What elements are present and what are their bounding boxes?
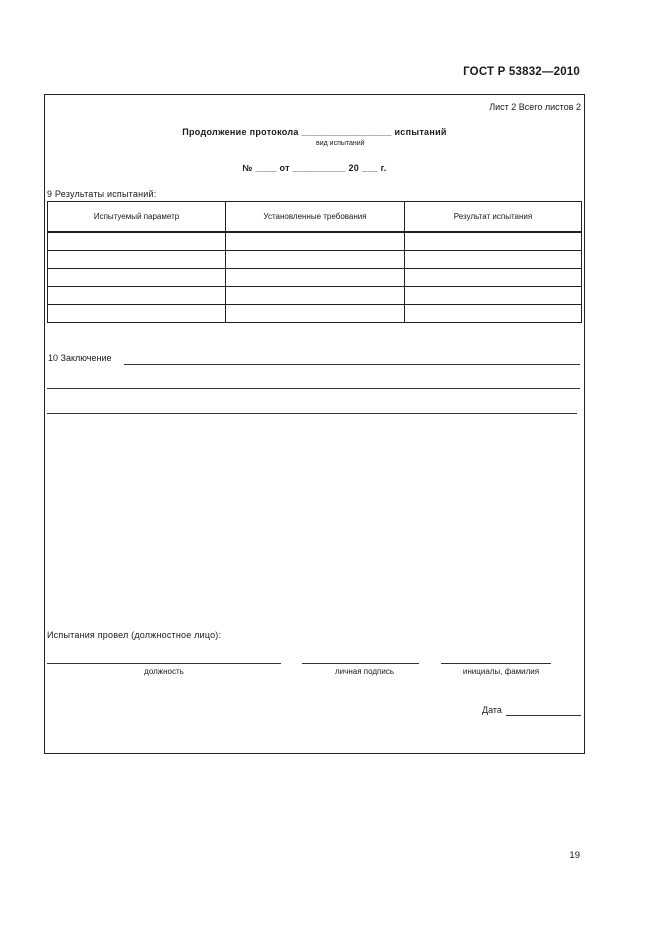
table-cell[interactable] (405, 287, 582, 305)
table-row (48, 251, 582, 269)
table-cell[interactable] (48, 232, 226, 251)
table-cell[interactable] (226, 269, 405, 287)
table-cell[interactable] (48, 305, 226, 323)
tested-by-label: Испытания провел (должностное лицо): (47, 630, 222, 640)
position-caption: должность (144, 667, 184, 676)
column-header-requirements: Установленные требования (226, 202, 405, 233)
table-cell[interactable] (48, 287, 226, 305)
protocol-title: Продолжение протокола _________________ испытаний (182, 127, 447, 137)
conclusion-line-2[interactable] (47, 388, 580, 389)
table-cell[interactable] (405, 232, 582, 251)
table-cell[interactable] (48, 269, 226, 287)
page-number: 19 (569, 850, 580, 861)
conclusion-line-3[interactable] (47, 413, 577, 414)
table-cell[interactable] (226, 251, 405, 269)
protocol-form-frame (44, 94, 585, 754)
conclusion-label: 10 Заключение (48, 353, 112, 363)
protocol-number-line: № ____ от __________ 20 ___ г. (242, 163, 387, 173)
table-cell[interactable] (405, 251, 582, 269)
table-cell[interactable] (405, 269, 582, 287)
initials-caption: инициалы, фамилия (462, 667, 540, 676)
signature-caption: личная подпись (335, 667, 394, 676)
table-cell[interactable] (226, 305, 405, 323)
results-table (47, 201, 582, 323)
results-heading: 9 Результаты испытаний: (47, 189, 157, 199)
table-row (48, 269, 582, 287)
date-label: Дата (482, 705, 502, 715)
initials-signature-line[interactable] (441, 663, 551, 664)
table-row (48, 305, 582, 323)
column-header-parameter: Испытуемый параметр (48, 202, 226, 233)
standard-number: ГОСТ Р 53832—2010 (463, 66, 580, 78)
position-signature-line[interactable] (47, 663, 281, 664)
conclusion-line[interactable] (124, 364, 580, 365)
sheet-info: Лист 2 Всего листов 2 (489, 102, 581, 112)
test-type-caption: вид испытаний (316, 140, 365, 147)
personal-signature-line[interactable] (302, 663, 419, 664)
table-cell[interactable] (48, 251, 226, 269)
table-header-row (48, 202, 582, 233)
column-header-result: Результат испытания (405, 202, 582, 233)
date-line[interactable] (506, 715, 581, 716)
table-cell[interactable] (226, 232, 405, 251)
table-cell[interactable] (405, 305, 582, 323)
table-cell[interactable] (226, 287, 405, 305)
table-row (48, 287, 582, 305)
table-row (48, 232, 582, 251)
